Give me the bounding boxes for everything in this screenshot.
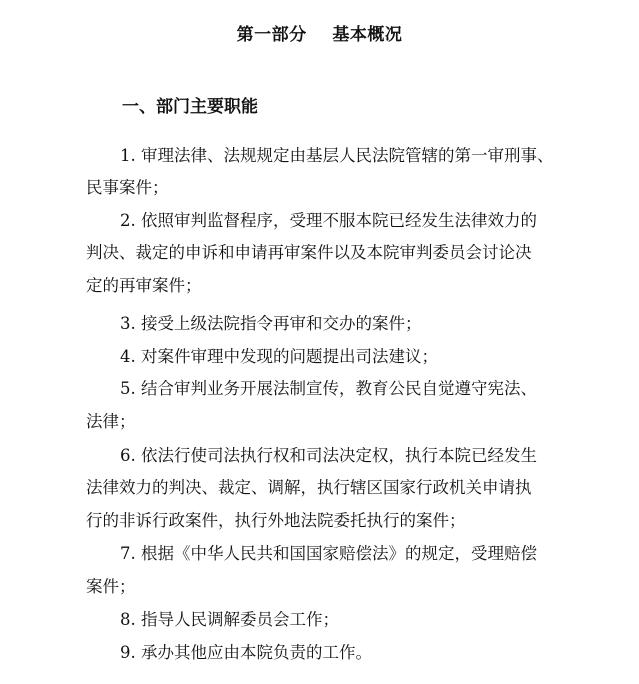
item-6-line-3: 行的非诉行政案件，执行外地法院委托执行的案件； bbox=[86, 511, 466, 530]
item-7-line-1: 7. 根据《中华人民共和国国家赔偿法》的规定，受理赔偿 bbox=[120, 544, 537, 563]
page-title: 第一部分 基本概况 bbox=[236, 25, 403, 45]
section-heading: 一、部门主要职能 bbox=[122, 97, 258, 117]
item-8-line-1: 8. 指导人民调解委员会工作； bbox=[120, 610, 339, 629]
item-2-line-3: 定的再审案件； bbox=[86, 276, 202, 295]
item-6-line-1: 6. 依法行使司法执行权和司法决定权，执行本院已经发生 bbox=[120, 446, 537, 465]
item-3-line-1: 3. 接受上级法院指令再审和交办的案件； bbox=[120, 314, 422, 333]
item-2-line-2: 判决、裁定的申诉和申请再审案件以及本院审判委员会讨论决 bbox=[86, 243, 532, 262]
item-9-line-1: 9. 承办其他应由本院负责的工作。 bbox=[120, 643, 372, 662]
item-1-line-2: 民事案件； bbox=[86, 178, 169, 197]
item-6-line-2: 法律效力的判决、裁定、调解，执行辖区国家行政机关申请执 bbox=[86, 478, 532, 497]
item-2-line-1: 2. 依照审判监督程序，受理不服本院已经发生法律效力的 bbox=[120, 211, 537, 230]
item-5-line-2: 法律； bbox=[86, 412, 136, 431]
item-1-line-1: 1. 审理法律、法规规定由基层人民法院管辖的第一审刑事、 bbox=[120, 146, 554, 165]
item-5-line-1: 5. 结合审判业务开展法制宣传，教育公民自觉遵守宪法、 bbox=[120, 379, 537, 398]
item-4-line-1: 4. 对案件审理中发现的问题提出司法建议； bbox=[120, 347, 438, 366]
item-7-line-2: 案件； bbox=[86, 577, 136, 596]
